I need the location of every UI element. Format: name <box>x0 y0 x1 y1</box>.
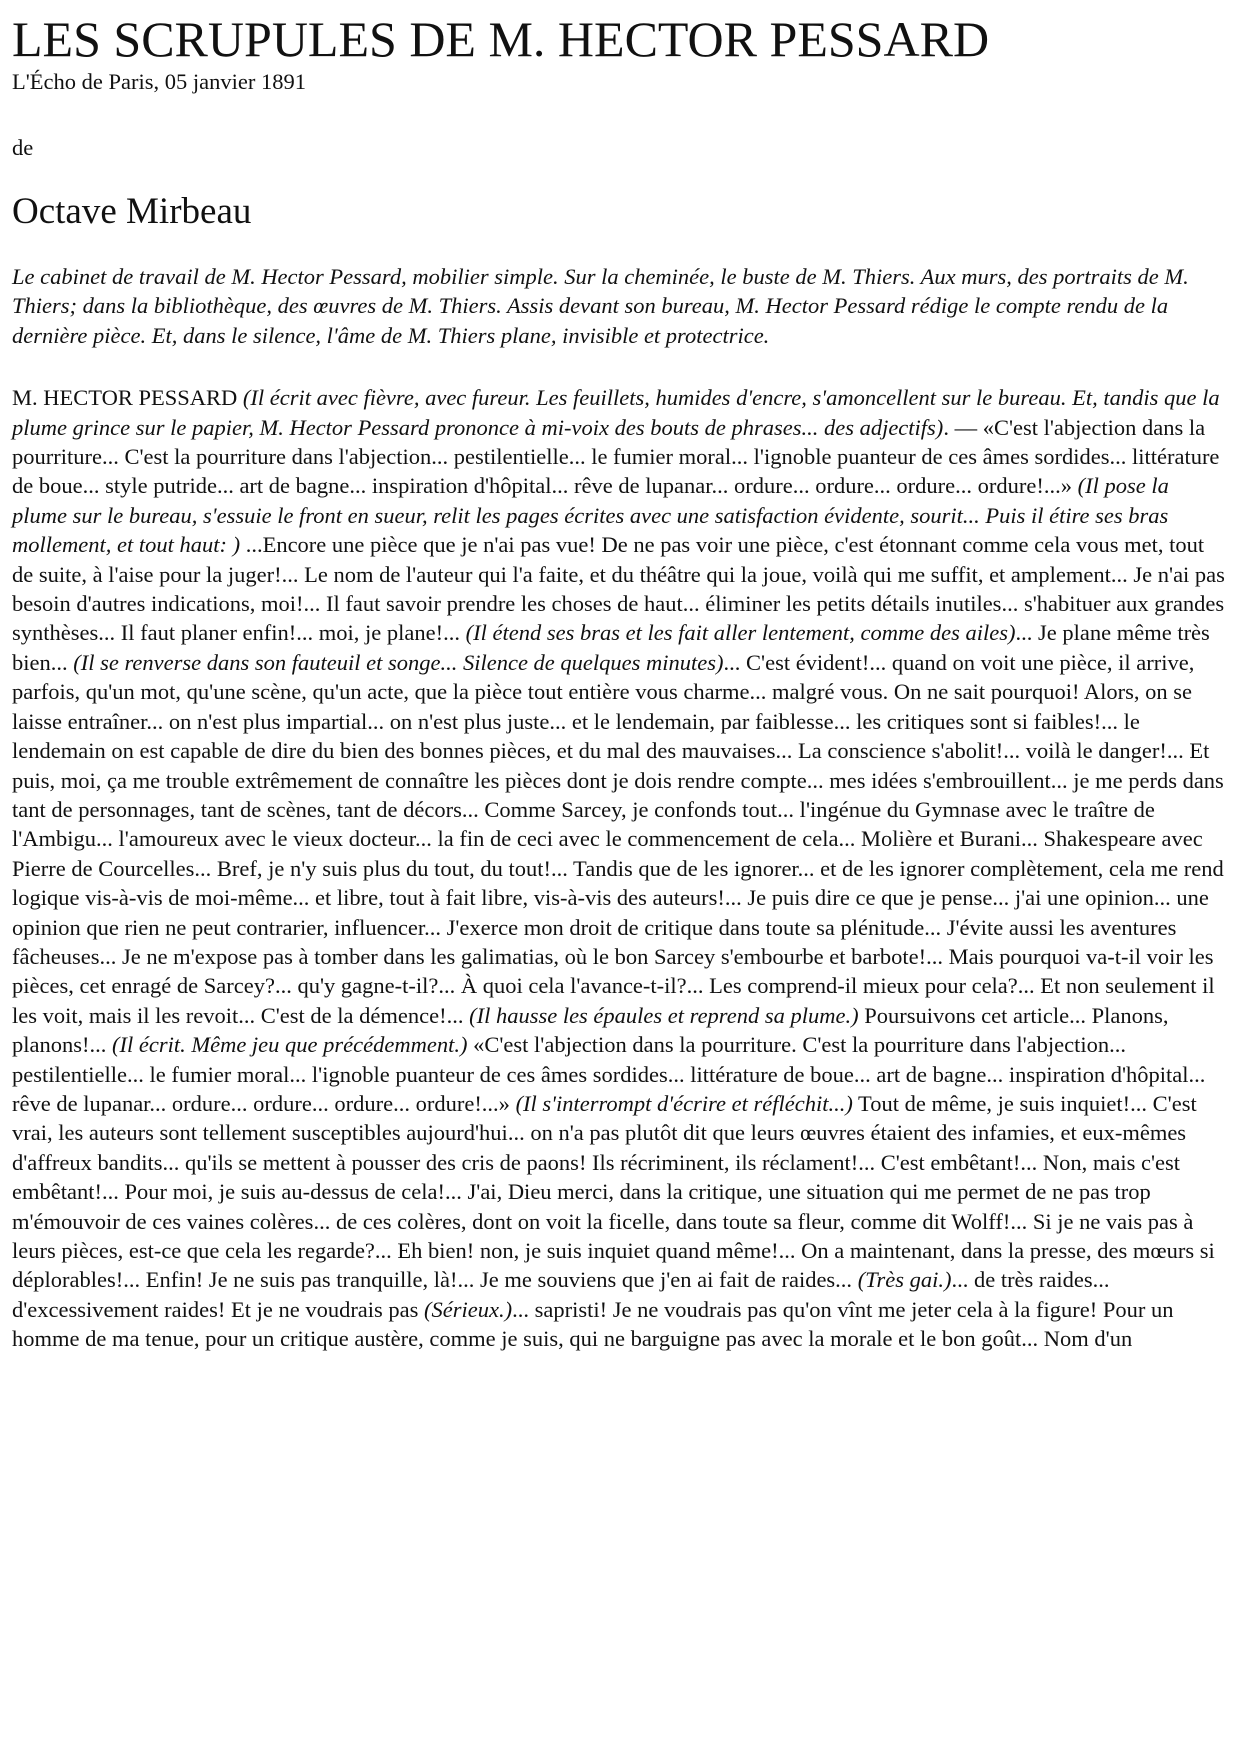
dialogue-segment: ... sapristi! Je ne voudrais pas qu'on vînt me jeter cela à la figure! Pour un homme de ma tenue, pour un critique austère, comme je suis, qui ne barguigne pas avec la morale et le bon goût... Nom d'un <box>12 1296 1174 1352</box>
dialogue-segment: ... de très raides... d'excessivement raides! Et je ne voudrais pas <box>12 1267 1110 1322</box>
stage-direction-segment: (Il s'interrompt d'écrire et réfléchit...) <box>515 1090 853 1116</box>
dialogue-segment: Tout de même, je suis inquiet!... C'est vrai, les auteurs sont tellement susceptibles aujourd'hui... on n'a pas plutôt dit que leurs œuvres étaient des infamies, et eux-mêmes d'affreux bandits... qu'ils se mettent à pousser des cris de paons! Ils récriminent, ils réclament!... C'est embêtant!... Non, mais c'est embêtant!... Pour moi, je suis au-dessus de cela!... J'ai, Dieu merci, dans la critique, une situation qui me permet de ne pas trop m'émouvoir de ces vaines colères... de ces colères, dont on voit la ficelle, dans toute sa fleur, comme dit Wolff!... Si je ne vais pas à leurs pièces, est-ce que cela les regarde?... Eh bien! non, je suis inquiet quand même!... On a maintenant, dans la presse, des mœurs si déplorables!... Enfin! Je ne suis pas tranquille, là!... Je me souviens que j'en ai fait de raides... <box>12 1090 1215 1293</box>
dialogue-segment: ... C'est évident!... quand on voit une pièce, il arrive, parfois, qu'un mot, qu'une scène, qu'un acte, que la pièce tout entière vous charme... malgré vous. On ne sait pourquoi! Alors, on se laisse entraîner... on n'est plus impartial... on n'est plus juste... et le lendemain, par faiblesse... les critiques sont si faibles!... le lendemain on est capable de dire du bien des bonnes pièces, et du mal des mauvaises... La conscience s'abolit!... voilà le danger!... Et puis, moi, ça me trouble extrêmement de connaître les pièces dont je dois rendre compte... mes idées s'embrouillent... je me perds dans tant de personnages, tant de scènes, tant de décors... Comme Sarcey, je confonds tout... l'ingénue du Gymnase avec le traître de l'Ambigu... l'amoureux avec le vieux docteur... la fin de ceci avec le commencement de cela... Molière et Burani... Shakespeare avec Pierre de Courcelles... Bref, je n'y suis plus du tout, du tout!... Tandis que de les ignorer... et de les ignorer complètement, cela me rend logique vis-à-vis de moi-même... et libre, tout à fait libre, vis-à-vis des auteurs!... Je puis dire ce que je pense... j'ai une opinion... une opinion que rien ne peut contrarier, influencer... J'exerce mon droit de critique dans toute sa plénitude... J'évite aussi les aventures fâcheuses... Je ne m'expose pas à tomber dans les galimatias, où le bon Sarcey s'embourbe et barbote!... Mais pourquoi va-t-il voir les pièces, cet enragé de Sarcey?... qu'y gagne-t-il?... À quoi cela l'avance-t-il?... Les comprend-il mieux pour cela?... Et non seulement il les voit, mais il les revoit... C'est de la démence!... <box>12 649 1224 1028</box>
stage-direction-segment: (Il écrit. Même jeu que précédemment.) <box>112 1032 468 1058</box>
author-name: Octave Mirbeau <box>12 191 252 232</box>
stage-direction-segment: (Il étend ses bras et les fait aller lentement, comme des ailes) <box>465 620 1016 646</box>
page-title: LES SCRUPULES DE M. HECTOR PESSARD <box>12 11 990 67</box>
by-label: de <box>12 135 34 160</box>
stage-direction-segment: (Sérieux.) <box>424 1296 513 1322</box>
main-dialogue-paragraph <box>12 383 1228 1353</box>
stage-direction-segment: (Il hausse les épaules et reprend sa plume.) <box>469 1002 859 1028</box>
dialogue-segment: . — «C'est l'abjection dans la pourriture... C'est la pourriture dans l'abjection... pestilentielle... le fumier moral... l'ignoble puanteur de ces âmes sordides... littérature de boue... style putride... art de bagne... inspiration d'hôpital... rêve de lupanar... ordure... ordure... ordure... ordure!...» <box>12 414 1220 499</box>
opening-stage-direction: Le cabinet de travail de M. Hector Pessard, mobilier simple. Sur la cheminée, le buste de M. Thiers. Aux murs, des portraits de M. Thiers; dans la bibliothèque, des œuvres de M. Thiers. Assis devant son bureau, M. Hector Pessard rédige le compte rendu de la dernière pièce. Et, dans le silence, l'âme de M. Thiers plane, invisible et protectrice. <box>12 264 1189 348</box>
dialogue-segment: ...Encore une pièce que je n'ai pas vue! De ne pas voir une pièce, c'est étonnant comme cela vous met, tout de suite, à l'aise pour la juger!... Le nom de l'auteur qui l'a faite, et du théâtre qui la joue, voilà qui me suffit, et amplement... Je n'ai pas besoin d'autres indications, moi!... Il faut savoir prendre les choses de haut... éliminer les petits détails inutiles... s'habituer aux grandes synthèses... Il faut planer enfin!... moi, je plane!... <box>12 532 1225 646</box>
dialogue-segment: «C'est l'abjection dans la pourriture. C'est la pourriture dans l'abjection... pestilentielle... le fumier moral... l'ignoble puanteur de ces âmes sordides... littérature de boue... art de bagne... inspiration d'hôpital... rêve de lupanar... ordure... ordure... ordure... ordure!...» <box>12 1032 1206 1116</box>
stage-direction-segment: (Il écrit avec fièvre, avec fureur. Les feuillets, humides d'encre, s'amoncellent sur le bureau. Et, tandis que la plume grince sur le papier, M. Hector Pessard prononce à mi-voix des bouts de phrases... des adjectifs) <box>12 385 1220 440</box>
stage-direction-segment: (Il pose la plume sur le bureau, s'essuie le front en sueur, relit les pages écrites avec une satisfaction évidente, sourit... Puis il étire ses bras mollement, et tout haut: ) <box>12 473 1169 558</box>
dialogue-segment: Poursuivons cet article... Planons, planons!... <box>12 1002 1169 1058</box>
stage-direction-segment: (Il se renverse dans son fauteuil et songe... Silence de quelques minutes) <box>73 649 724 675</box>
document-page <box>0 11 1240 1354</box>
dialogue-segment: M. HECTOR PESSARD <box>12 385 243 411</box>
publication-source: L'Écho de Paris, 05 janvier 1891 <box>12 69 306 94</box>
dialogue-segment: ... Je plane même très bien... <box>12 620 1210 675</box>
stage-direction-segment: (Très gai.) <box>857 1267 952 1293</box>
